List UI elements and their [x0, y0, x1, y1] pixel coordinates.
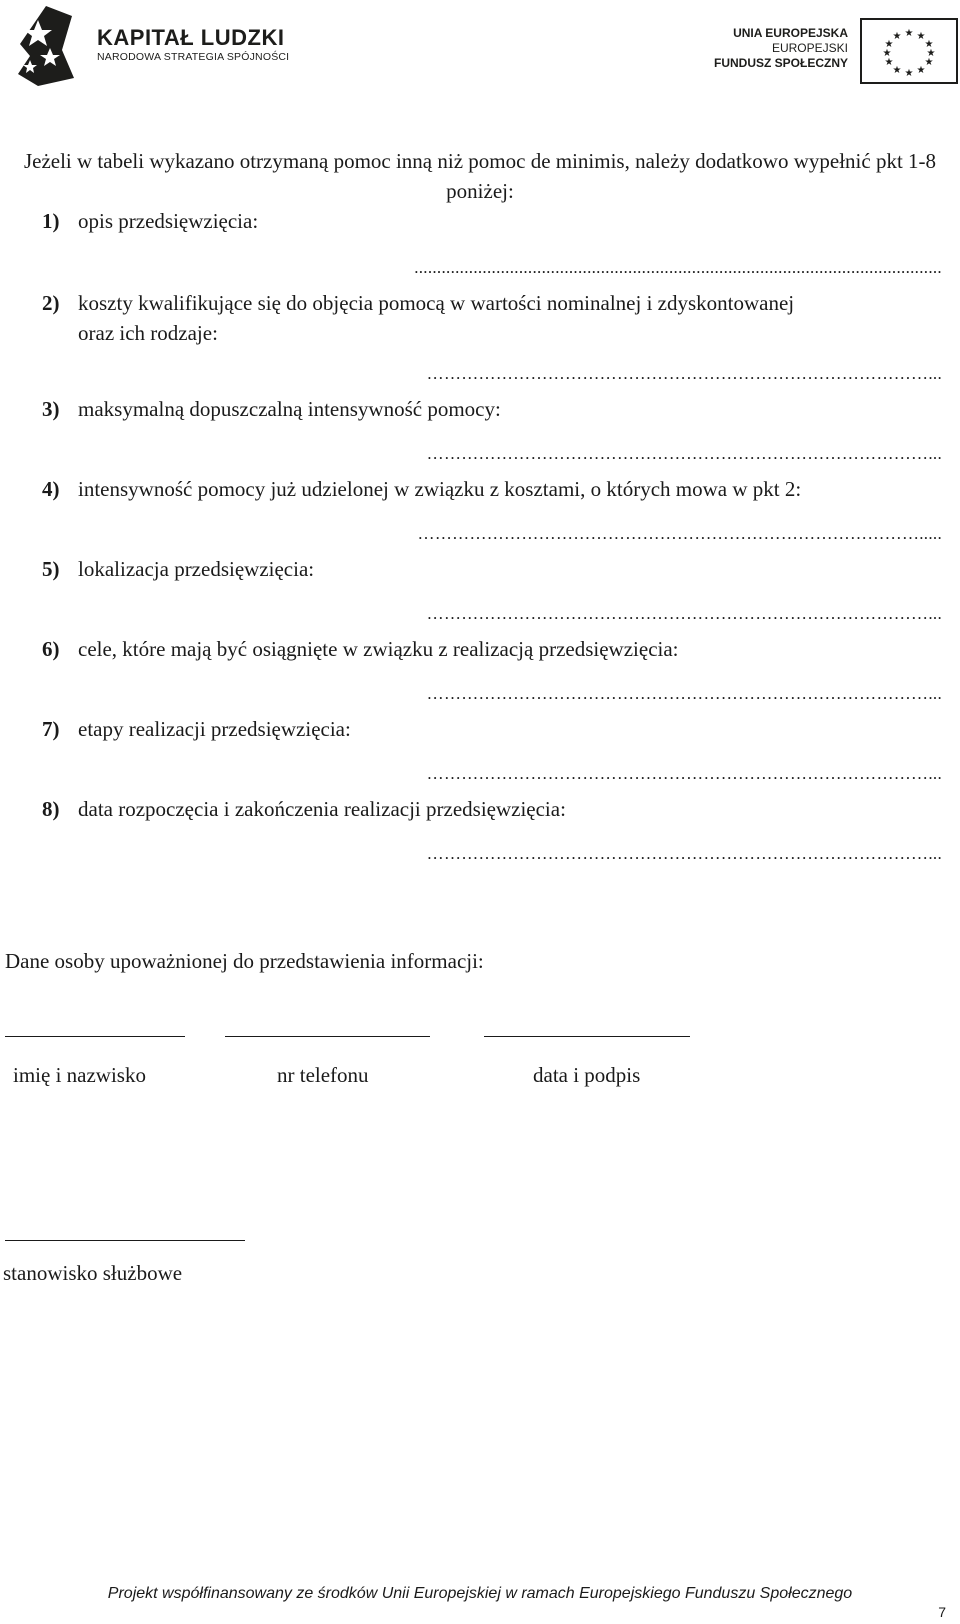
- authorized-person-heading: Dane osoby upoważnionej do przedstawienia informacji:: [5, 949, 484, 973]
- eu-line1: UNIA EUROPEJSKA: [733, 26, 848, 40]
- item-number: 8): [42, 797, 60, 821]
- kapital-ludzki-title: KAPITAŁ LUDZKI: [97, 25, 285, 50]
- item-number: 1): [42, 209, 60, 233]
- item-2: [42, 288, 942, 348]
- svg-text:★: ★: [904, 68, 914, 79]
- svg-text:★: ★: [916, 65, 926, 76]
- answer-line-6[interactable]: ……………………………………………………………………………...: [426, 684, 942, 703]
- item-number: 6): [42, 637, 60, 661]
- page-number: 7: [938, 1604, 946, 1620]
- item-text: intensywność pomocy już udzielonej w związku z kosztami, o których mowa w pkt 2:: [78, 477, 802, 501]
- svg-text:★: ★: [892, 65, 902, 76]
- svg-text:★: ★: [892, 31, 902, 42]
- phone-signature-line[interactable]: [225, 1036, 430, 1037]
- position-label: stanowisko służbowe: [3, 1261, 183, 1285]
- kapital-ludzki-logo-text: [97, 26, 289, 64]
- item-5: [42, 554, 942, 584]
- intro-text: Jeżeli w tabeli wykazano otrzymaną pomoc inną niż pomoc de minimis, należy dodatkowo wypełnić pkt 1-8 poniżej:: [23, 149, 937, 203]
- item-number: 3): [42, 397, 60, 421]
- position-signature-line[interactable]: [5, 1240, 245, 1241]
- item-7: [42, 714, 942, 744]
- item-4: [42, 474, 942, 504]
- item-text: opis przedsięwzięcia:: [78, 209, 259, 233]
- kapital-ludzki-logo-icon: [16, 4, 76, 88]
- kapital-ludzki-subtitle: NARODOWA STRATEGIA SPÓJNOŚCI: [97, 51, 290, 63]
- item-text: data rozpoczęcia i zakończenia realizacji przedsięwzięcia:: [78, 797, 566, 821]
- answer-line-2[interactable]: ……………………………………………………………………………...: [426, 364, 942, 383]
- item-text: cele, które mają być osiągnięte w związku z realizacją przedsięwzięcia:: [78, 637, 679, 661]
- name-label: imię i nazwisko: [13, 1063, 146, 1087]
- item-number: 4): [42, 477, 60, 501]
- answer-line-1[interactable]: ....................................................................................................................: [414, 258, 942, 277]
- item-number: 7): [42, 717, 60, 741]
- item-3: [42, 394, 942, 424]
- eu-logo-text: [714, 26, 848, 71]
- item-6: [42, 634, 942, 664]
- eu-line2: EUROPEJSKI: [771, 41, 848, 55]
- answer-line-3[interactable]: ……………………………………………………………………………...: [426, 444, 942, 463]
- svg-text:★: ★: [884, 39, 894, 50]
- date-signature-line[interactable]: [484, 1036, 690, 1037]
- svg-text:★: ★: [884, 57, 894, 68]
- svg-text:★: ★: [904, 28, 914, 39]
- eu-flag-icon: [860, 18, 958, 84]
- footer-text: Projekt współfinansowany ze środków Unii Europejskiej w ramach Europejskiego Funduszu Społecznego: [107, 1585, 853, 1602]
- item-number: 2): [42, 291, 60, 315]
- item-number: 5): [42, 557, 60, 581]
- eu-line3: FUNDUSZ SPOŁECZNY: [713, 56, 848, 70]
- date-signature-label: data i podpis: [533, 1063, 641, 1087]
- svg-text:★: ★: [924, 39, 934, 50]
- item-text: lokalizacja przedsięwzięcia:: [78, 557, 315, 581]
- item-1: [42, 206, 942, 236]
- svg-text:★: ★: [882, 48, 892, 59]
- svg-text:★: ★: [916, 31, 926, 42]
- answer-line-4[interactable]: …………………………………………………………………………….....: [417, 524, 942, 543]
- page-header: [0, 0, 960, 100]
- answer-line-5[interactable]: ……………………………………………………………………………...: [426, 604, 942, 623]
- phone-label: nr telefonu: [277, 1063, 369, 1087]
- svg-text:★: ★: [924, 57, 934, 68]
- name-signature-line[interactable]: [5, 1036, 185, 1037]
- svg-text:★: ★: [926, 48, 936, 59]
- item-text: koszty kwalifikujące się do objęcia pomocą w wartości nominalnej i zdyskontowanej: [78, 291, 795, 315]
- item-text-continuation: oraz ich rodzaje:: [78, 321, 218, 345]
- answer-line-7[interactable]: ……………………………………………………………………………...: [426, 764, 942, 783]
- item-8: [42, 794, 942, 824]
- item-text: etapy realizacji przedsięwzięcia:: [78, 717, 351, 741]
- answer-line-8[interactable]: ……………………………………………………………………………...: [426, 844, 942, 863]
- item-text: maksymalną dopuszczalną intensywność pomocy:: [78, 397, 501, 421]
